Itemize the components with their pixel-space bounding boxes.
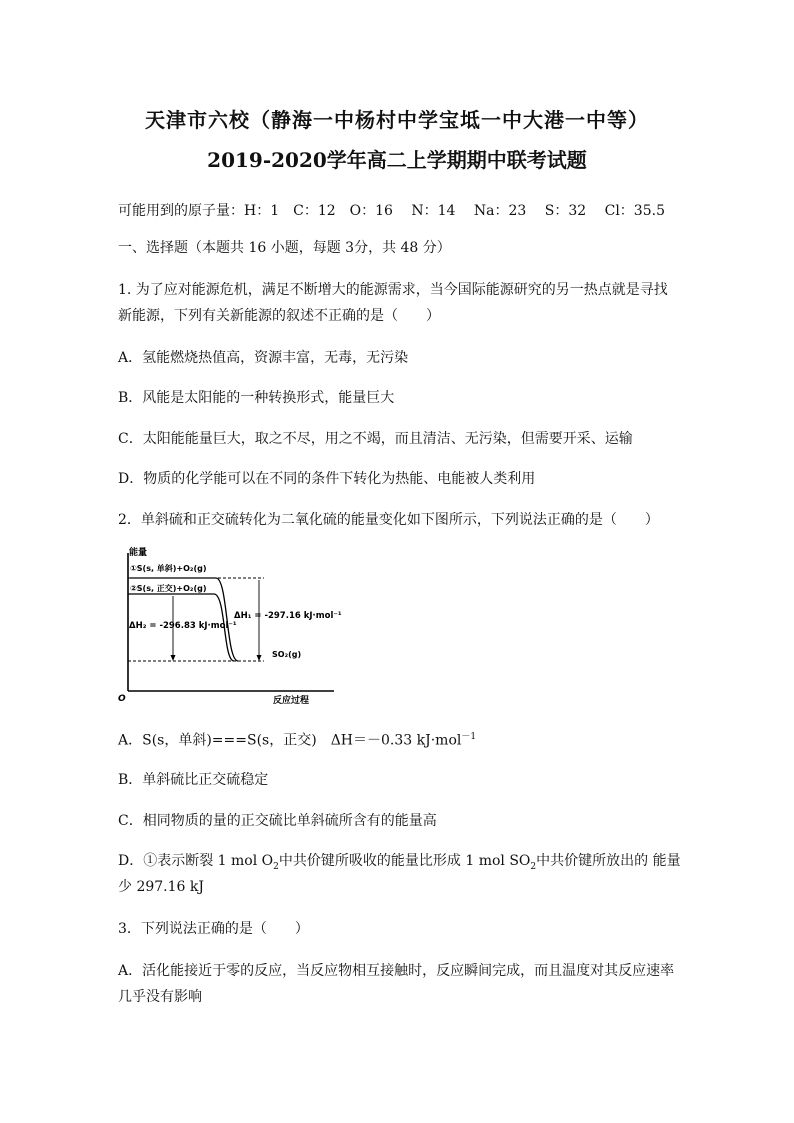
q2-stem: 2．单斜硫和正交硫转化为二氧化硫的能量变化如下图所示，下列说法正确的是（ ） [118,512,659,528]
q2-option-d-part2: 中共价键所吸收的能量比形成 1 mol SO [278,853,531,869]
q2-option-a-text: A．S(s，单斜)===S(s，正交) ΔH＝－0.33 kJ·mol [118,732,462,749]
q1-stem-line1: 1. 为了应对能源危机，满足不断增大的能源需求，当今国际能源研究的另一热点就是寻找 [118,282,668,298]
dh1-label: ΔH₁ = -297.16 kJ·mol⁻¹ [234,611,342,621]
dh2-label: ΔH₂ = -296.83 kJ·mol⁻¹ [129,621,237,631]
q2-option-d-part3: 中共价键所放出的 能量 [536,853,681,869]
q2-option-d-part1: D．①表示断裂 1 mol O [118,853,274,869]
y-axis-label: 能量 [129,548,148,558]
q1-stem-line2: 新能源，下列有关新能源的叙述不正确的是（ ） [118,308,440,324]
q1-option-c: C．太阳能能量巨大，取之不尽，用之不竭，而且清洁、无污染，但需要开采、运输 [118,431,633,447]
origin-label: O [118,694,126,704]
q2-option-a [118,729,476,750]
q1-option-b: B．风能是太阳能的一种转换形式，能量巨大 [118,390,395,406]
reactant-label-2: ②S(s, 正交)+O₂(g) [130,584,207,593]
title-line-2: 2019-2020学年高二上学期期中联考试题 [207,148,587,172]
q3-option-a-line2: 几乎没有影响 [118,989,202,1005]
q1-option-d: D．物质的化学能可以在不同的条件下转化为热能、电能被人类利用 [118,471,536,487]
atomic-masses: 可能用到的原子量：H：1 C：12 O：16 N：14 Na：23 S：32 Cl：35.5 [118,203,665,219]
section-heading: 一、选择题（本题共 16 小题，每题 3分，共 48 分） [118,240,451,256]
x-axis-label: 反应过程 [273,696,310,706]
q2-option-c: C．相同物质的量的正交硫比单斜硫所含有的能量高 [118,813,437,829]
q2-option-d [118,850,681,872]
q2-option-d-line2: 少 297.16 kJ [118,879,204,895]
q2-option-b: B．单斜硫比正交硫稳定 [118,772,269,788]
title-line-1: 天津市六校（静海一中杨村中学宝坻一中大港一中等） [145,108,649,132]
q2-option-d-sub1: 2 [273,861,279,872]
energy-diagram [116,543,348,709]
q3-stem: 3．下列说法正确的是（ ） [118,921,309,937]
q2-option-d-sub2: 2 [530,861,537,872]
q2-option-a-sup: －1 [461,732,477,742]
reactant-label-1: ①S(s, 单斜)+O₂(g) [130,564,207,573]
q1-option-a: A．氢能燃烧热值高，资源丰富，无毒，无污染 [118,350,409,366]
product-label: SO₂(g) [272,650,302,659]
q3-option-a-line1: A．活化能接近于零的反应，当反应物相互接触时，反应瞬间完成，而且温度对其反应速率 [118,963,675,979]
